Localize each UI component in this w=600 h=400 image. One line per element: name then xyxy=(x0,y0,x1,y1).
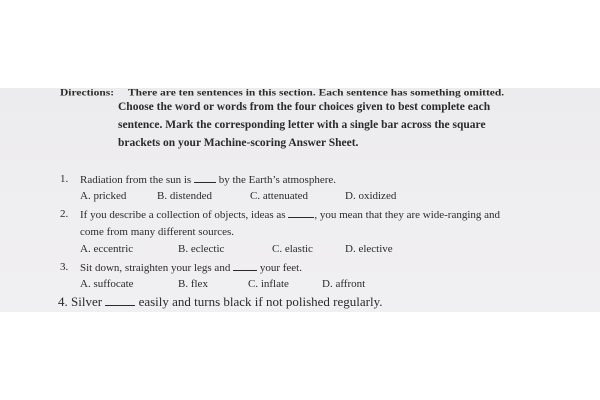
question-1-stem xyxy=(80,173,336,186)
question-2-before: If you describe a collection of objects, ideas as xyxy=(80,209,286,221)
directions-label: Directions: xyxy=(60,88,115,99)
question-3-blank xyxy=(233,261,257,271)
question-3-choice-a: A. suffocate xyxy=(80,278,134,290)
question-1-blank xyxy=(194,173,216,183)
question-2-number: 2. xyxy=(60,208,69,220)
question-2-continuation: come from many different sources. xyxy=(80,226,235,238)
question-4-number: 4. xyxy=(58,294,68,309)
question-2-choice-d: D. elective xyxy=(345,243,393,255)
question-3-choice-c: C. inflate xyxy=(248,278,289,290)
question-4-after: easily and turns black if not polished regularly. xyxy=(138,294,383,309)
question-4-before: Silver xyxy=(71,294,103,309)
question-2-choice-b: B. eclectic xyxy=(178,243,225,255)
question-2-after: , you mean that they are wide-ranging and xyxy=(314,209,501,221)
question-2-choice-a: A. eccentric xyxy=(80,243,134,255)
question-3-number: 3. xyxy=(60,261,69,273)
question-3-after: your feet. xyxy=(259,262,302,274)
question-1-before: Radiation from the sun is xyxy=(80,174,192,186)
directions-line-4: brackets on your Machine-scoring Answer Sheet. xyxy=(118,137,359,149)
question-1-choice-a: A. pricked xyxy=(80,190,127,202)
question-3-before: Sit down, straighten your legs and xyxy=(80,262,231,274)
question-4-stem xyxy=(58,294,383,310)
question-1-choice-d: D. oxidized xyxy=(345,190,397,202)
question-3-choice-b: B. flex xyxy=(178,278,208,290)
question-3-stem xyxy=(80,261,302,274)
question-3-choice-d: D. affront xyxy=(322,278,366,290)
question-1-choice-b: B. distended xyxy=(157,190,212,202)
directions-line-2: Choose the word or words from the four choices given to best complete each xyxy=(118,101,491,113)
question-1-number: 1. xyxy=(60,173,69,185)
question-1-choice-c: C. attenuated xyxy=(250,190,309,202)
question-1-after: by the Earth’s atmosphere. xyxy=(218,174,337,186)
directions-line-1: There are ten sentences in this section. Each sentence has something omitted. xyxy=(128,88,505,99)
question-4-blank xyxy=(105,295,135,306)
question-2-stem xyxy=(80,208,500,221)
question-2-blank xyxy=(288,208,314,218)
question-2-choice-c: C. elastic xyxy=(272,243,313,255)
directions-line-3: sentence. Mark the corresponding letter with a single bar across the square xyxy=(118,119,486,131)
